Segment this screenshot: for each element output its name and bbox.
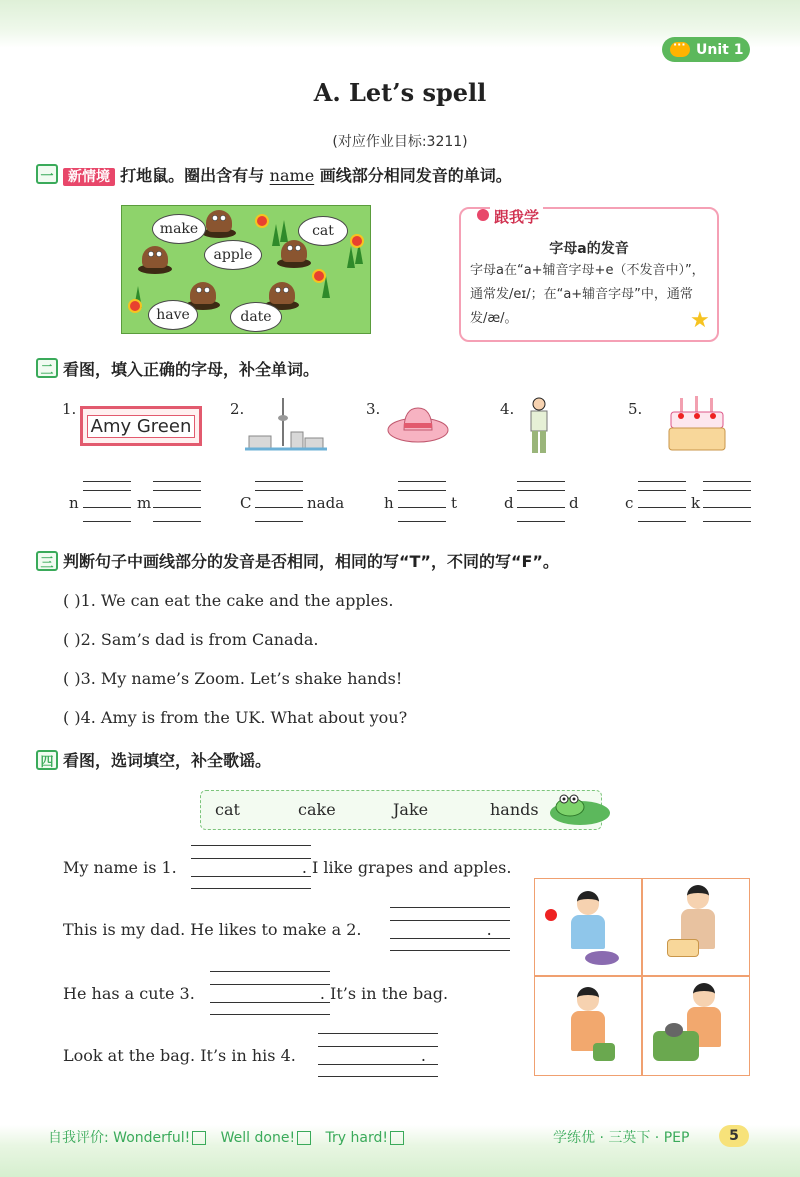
writing-line: [255, 481, 303, 482]
series-label: 学练优 · 三英下 · PEP: [553, 1130, 690, 1146]
song-line-text: .: [486, 920, 492, 939]
judgement-item[interactable]: ( )3. My name’s Zoom. Let’s shake hands!: [63, 669, 403, 688]
tip-body: 字母a在“a+辅音字母+e（不发音中）”，通常发/eɪ/；在“a+辅音字母”中，通常发/æ/。: [470, 263, 705, 326]
letters-after: nada: [307, 494, 345, 512]
item-number: 4.: [500, 400, 515, 418]
song-line-1: [63, 858, 511, 877]
song-line-text: My name is 1.: [63, 858, 182, 877]
new-context-tag: 新情境: [63, 168, 115, 186]
writing-line: [638, 521, 686, 522]
writing-line: [210, 971, 330, 972]
answer-line[interactable]: [390, 938, 510, 939]
frog-on-leaf-icon: [540, 785, 612, 829]
section-2-instruction: 看图，填入正确的字母，补全单词。: [63, 360, 320, 379]
option-wonderful: Wonderful!: [113, 1130, 191, 1146]
letter-mid: k: [691, 494, 701, 512]
section-3-number: 三: [36, 551, 58, 571]
song-line-text: This is my dad. He likes to make a 2.: [63, 920, 367, 939]
answer-line[interactable]: [153, 507, 201, 508]
section-1-heading: [63, 163, 512, 186]
writing-line: [703, 481, 751, 482]
section-1-example-word: name: [269, 166, 315, 185]
cake-icon: [666, 394, 728, 454]
unit-label: Unit 1: [696, 41, 744, 58]
section-4-number: 四: [36, 750, 58, 770]
judgement-item[interactable]: ( )1. We can eat the cake and the apples.: [63, 591, 394, 610]
judgement-item[interactable]: ( )2. Sam’s dad is from Canada.: [63, 630, 319, 649]
word-make[interactable]: make: [152, 214, 206, 244]
letter-mid: m: [137, 494, 152, 512]
writing-line: [153, 490, 201, 491]
letter-after: d: [569, 494, 579, 512]
mole-icon: [142, 246, 168, 268]
letter-before: n: [69, 494, 79, 512]
writing-line: [703, 490, 751, 491]
writing-line: [390, 920, 510, 921]
word-bank-item: cat: [215, 800, 240, 819]
option-try-hard: Try hard!: [325, 1130, 388, 1146]
bag-icon: [593, 1043, 615, 1061]
section-3-instruction: 判断句子中画线部分的发音是否相同，相同的写“T”，不同的写“F”。: [63, 552, 559, 571]
writing-line: [318, 1033, 438, 1034]
writing-line: [255, 521, 303, 522]
page-title: A. Let’s spell: [313, 78, 487, 107]
writing-line: [83, 481, 131, 482]
song-line-3: [63, 984, 448, 1003]
writing-line: [638, 490, 686, 491]
self-eval-label: 自我评价:: [48, 1130, 109, 1146]
strawberry-icon: [477, 209, 489, 221]
writing-line: [191, 845, 311, 846]
writing-line: [210, 984, 330, 985]
writing-line: [517, 481, 565, 482]
mole-icon: [190, 282, 216, 304]
writing-line: [390, 950, 510, 951]
grass-icon: [280, 220, 288, 242]
page-number: 5: [719, 1125, 749, 1147]
flower-icon: [314, 271, 324, 281]
writing-line: [318, 1046, 438, 1047]
writing-line: [318, 1076, 438, 1077]
letter-before: C: [240, 494, 252, 512]
flower-icon: [257, 216, 267, 226]
dad-figure-icon: [524, 396, 554, 456]
item-number: 5.: [628, 400, 643, 418]
writing-line: [83, 490, 131, 491]
answer-line[interactable]: [191, 876, 311, 877]
picture-panel-boy-apple: [534, 878, 642, 976]
flower-icon: [130, 301, 140, 311]
cat-icon: [665, 1023, 683, 1037]
section-2-number: 二: [36, 358, 58, 378]
writing-line: [517, 521, 565, 522]
checkbox-wonderful[interactable]: [192, 1131, 206, 1145]
item-number: 1.: [62, 400, 77, 418]
whack-a-mole-scene: [121, 205, 371, 334]
writing-line: [638, 481, 686, 482]
song-line-2: [63, 920, 492, 939]
grass-icon: [347, 246, 355, 268]
writing-line: [210, 1014, 330, 1015]
section-1-number: 一: [36, 164, 58, 184]
writing-line: [153, 481, 201, 482]
answer-line[interactable]: [638, 507, 686, 508]
option-well-done: Well done!: [220, 1130, 296, 1146]
song-line-text: . I like grapes and apples.: [301, 858, 512, 877]
writing-line: [191, 858, 311, 859]
song-line-text: Look at the bag. It’s in his 4.: [63, 1046, 301, 1065]
tip-title: 字母a的发音: [549, 241, 629, 257]
tip-tag: 跟我学: [490, 206, 543, 227]
answer-line[interactable]: [255, 507, 303, 508]
cake-icon: [667, 939, 699, 957]
mole-icon: [206, 210, 232, 232]
writing-line: [153, 521, 201, 522]
song-line-text: . It’s in the bag.: [319, 984, 449, 1003]
word-apple[interactable]: apple: [204, 240, 262, 270]
picture-panel-boy-bag: [534, 976, 642, 1076]
song-line-text: .: [420, 1046, 427, 1065]
judgement-item[interactable]: ( )4. Amy is from the UK. What about you?: [63, 708, 408, 727]
apple-icon: [545, 909, 557, 921]
mole-icon: [269, 282, 295, 304]
mole-icon: [281, 240, 307, 262]
self-evaluation: [48, 1127, 414, 1147]
page-subtitle: (对应作业目标:3211): [332, 134, 468, 150]
writing-line: [255, 490, 303, 491]
writing-line: [398, 490, 446, 491]
cn-tower-skyline-icon: [245, 396, 327, 454]
section-1-instruction-post: 画线部分相同发音的单词。: [314, 166, 512, 185]
writing-line: [517, 490, 565, 491]
word-bank-item: hands: [490, 800, 539, 819]
flower-icon: [352, 236, 362, 246]
word-bank-item: Jake: [393, 800, 429, 819]
word-bank-item: cake: [298, 800, 336, 819]
picture-panel-cat-in-bag: [642, 976, 750, 1076]
name-card-text: Amy Green: [87, 415, 196, 438]
item-number: 3.: [366, 400, 381, 418]
section-1-instruction-pre: 打地鼠。圈出含有与: [120, 166, 270, 185]
word-have[interactable]: have: [148, 300, 198, 330]
answer-line[interactable]: [703, 507, 751, 508]
answer-line[interactable]: [83, 507, 131, 508]
checkbox-try-hard[interactable]: [390, 1131, 404, 1145]
song-line-text: He has a cute 3.: [63, 984, 200, 1003]
letter-after: t: [451, 494, 458, 512]
hat-icon: [386, 404, 450, 446]
answer-line[interactable]: [318, 1064, 438, 1065]
letter-before: h: [384, 494, 394, 512]
writing-line: [83, 521, 131, 522]
word-cat[interactable]: cat: [298, 216, 348, 246]
writing-line: [191, 888, 311, 889]
letter-before: d: [504, 494, 514, 512]
item-number: 2.: [230, 400, 245, 418]
answer-line[interactable]: [398, 507, 446, 508]
unit-badge: [662, 37, 750, 62]
grass-icon: [272, 224, 280, 246]
picture-panel-dad-cake: [642, 878, 750, 976]
name-card: [80, 406, 202, 446]
word-date[interactable]: date: [230, 302, 282, 332]
writing-line: [398, 481, 446, 482]
writing-line: [703, 521, 751, 522]
writing-line: [398, 521, 446, 522]
letter-before: c: [625, 494, 634, 512]
checkbox-well-done[interactable]: [297, 1131, 311, 1145]
section-4-instruction: 看图，选词填空，补全歌谣。: [63, 751, 272, 770]
answer-line[interactable]: [517, 507, 565, 508]
grapes-icon: [585, 951, 619, 965]
speech-bubble-icon: [670, 42, 690, 57]
answer-line[interactable]: [210, 1002, 330, 1003]
grass-icon: [322, 276, 330, 298]
writing-line: [390, 907, 510, 908]
song-line-4: [63, 1046, 426, 1065]
star-icon: ★: [690, 308, 710, 333]
